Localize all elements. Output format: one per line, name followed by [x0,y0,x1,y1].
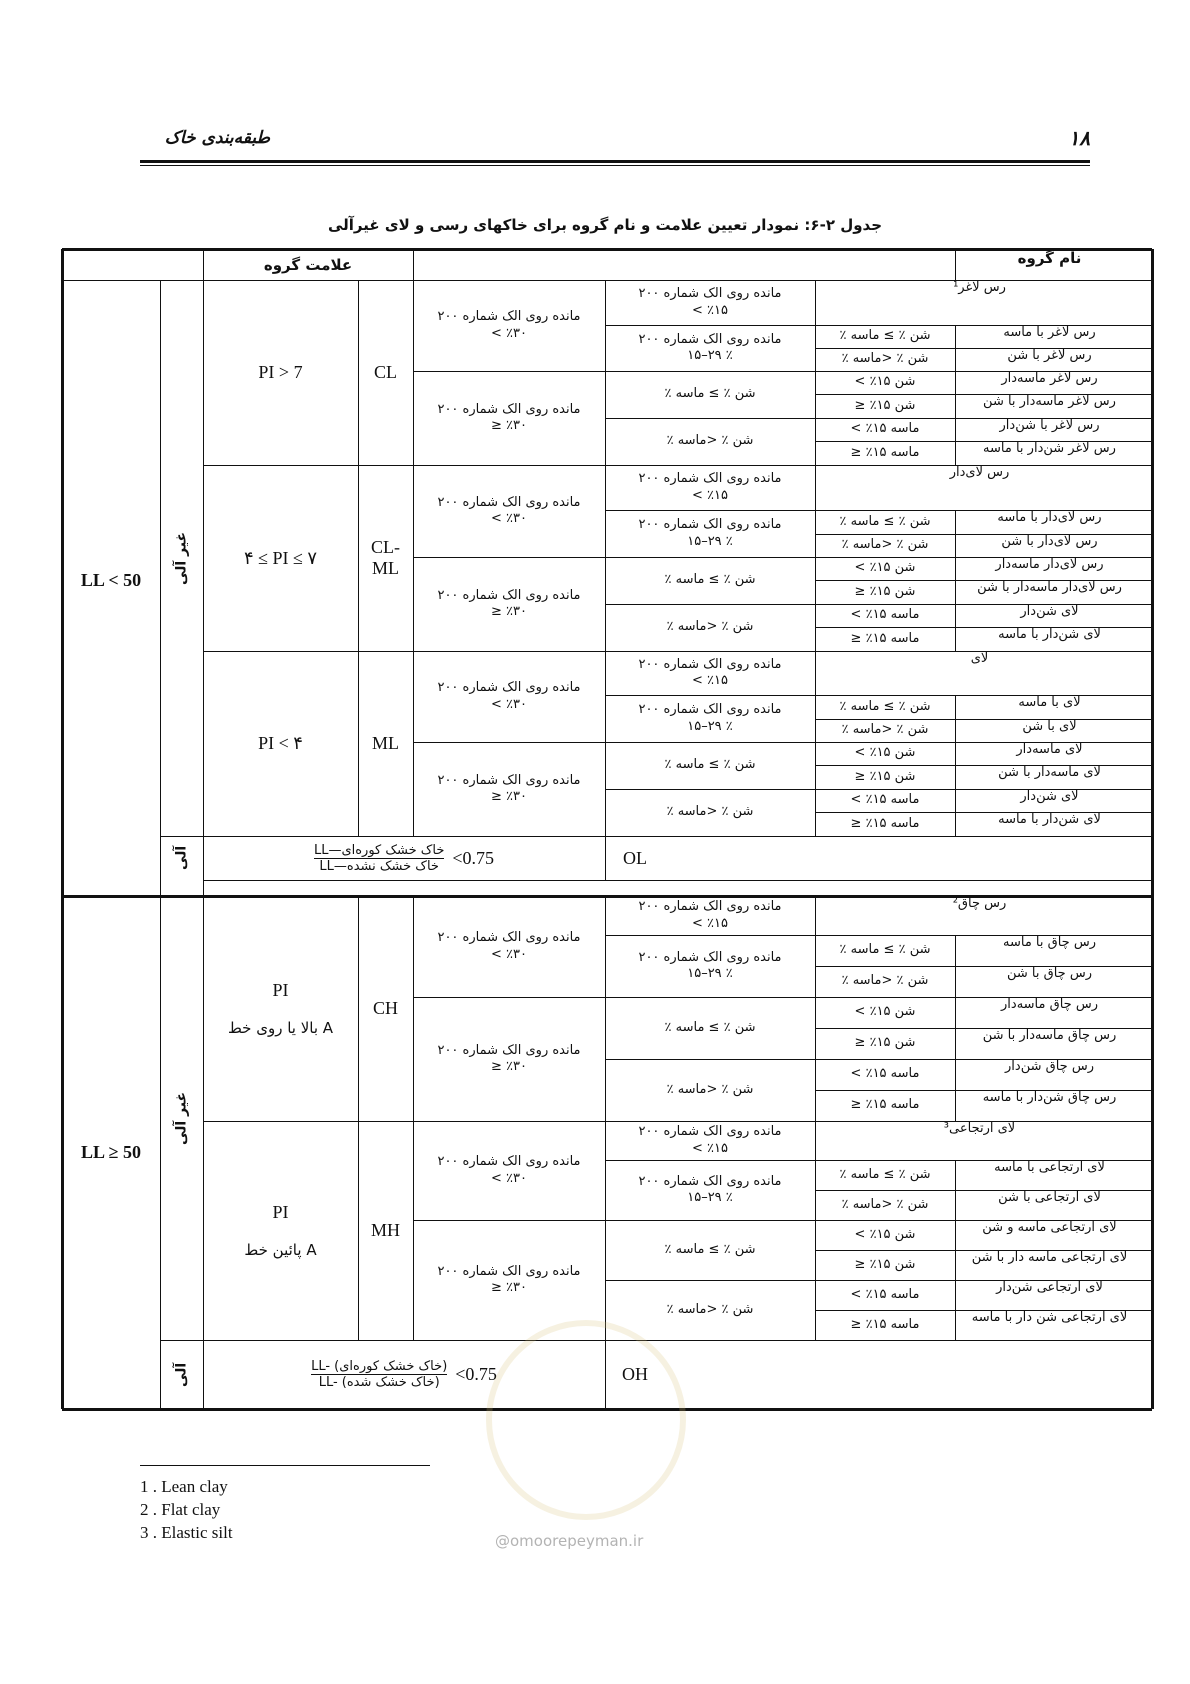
group-name-clml-4: رس لای‌دار ماسه‌دار با شن [977,580,1122,595]
cond-cl-0: شن ٪ ≥ ماسه ٪ [839,328,931,344]
retained-lt30-ml: مانده روی الک شماره ۲۰۰ ٪۳۰ > [437,680,581,712]
retained-15-29-ch: مانده روی الک شماره ۲۰۰ ٪ ۲۹–۱۵ [638,949,782,981]
gravel-ge-sand-ch: شن ٪ ≥ ماسه ٪ [664,1019,756,1035]
criteria-mh [203,1121,358,1340]
criteria-clml [203,465,358,651]
cond-cl-4: ماسه ۱۵٪ > [850,421,920,437]
running-title: طبقه‌بندی خاک [164,128,270,148]
gravel-lt-sand-clml: شن ٪ <ماسه ٪ [666,619,754,635]
group-name-ch-6: رس چاق شن‌دار با ماسه [982,1090,1117,1105]
watermark-seal [486,1320,686,1520]
cond-clml-1: شن ٪ <ماسه ٪ [841,537,929,553]
gravel-lt-sand-ml: شن ٪ <ماسه ٪ [666,804,754,820]
group-name-clml-1: رس لای‌دار با ماسه [997,510,1102,525]
group-name-cl-0: رس لاغر¹ [953,280,1006,295]
table-caption: جدول ۲-۶: نمودار تعیین علامت و نام گروه برای خاکهای رسی و لای غیرآلی [327,216,883,234]
cond-ch-1: شن ٪ <ماسه ٪ [841,973,929,989]
ratio-limit-1: <0.75 [452,847,495,868]
group-name-ml-6: لای شن‌دار با ماسه [998,812,1101,827]
ratio-numerator-1: LL—خاک خشک کوره‌ای [313,842,445,858]
retained-lt15-clml: مانده روی الک شماره ۲۰۰ ٪۱۵ > [638,471,782,503]
cond-cl-5: ماسه ۱۵٪ ≤ [850,444,920,460]
criteria-mh-pi: PI [272,1202,289,1222]
group-name-mh-4: لای ارتجاعی ماسه دار با شن [971,1250,1128,1265]
group-name-ml-5: لای شن‌دار [1020,789,1079,804]
retained-lt30-mh: مانده روی الک شماره ۲۰۰ ٪۳۰ > [437,1154,581,1186]
ratio-fraction-2 [311,1359,497,1390]
gravel-lt-sand-mh: شن ٪ <ماسه ٪ [666,1301,754,1317]
group-name-ch-0: رس چاق² [952,896,1007,911]
header-rule-thin [140,165,1090,166]
retained-15-29-mh: مانده روی الک شماره ۲۰۰ ٪ ۲۹–۱۵ [638,1173,782,1205]
group-name-clml-5: لای شن‌دار [1020,604,1079,619]
cond-clml-3: شن ۱۵٪ ≤ [854,583,916,599]
criteria-ch-aline: بالا یا روی خط A [227,1019,334,1037]
group-name-ch-1: رس چاق با ماسه [1003,935,1096,950]
cond-mh-1: شن ٪ <ماسه ٪ [841,1196,929,1212]
ratio-limit-2: <0.75 [455,1364,497,1384]
cond-clml-2: شن ۱۵٪ > [854,560,916,576]
criteria-ch [203,896,358,1121]
symbol-mh: MH [370,1220,400,1240]
cond-mh-2: شن ۱۵٪ > [854,1226,916,1242]
watermark-text: @omoorepeyman.ir [495,1532,644,1550]
ratio-denominator-1: LL—خاک خشک نشده [319,858,439,874]
group-name-ch-4: رس چاق ماسه‌دار با شن [982,1028,1117,1043]
cond-ml-2: شن ۱۵٪ > [854,745,916,761]
footnote-rule [140,1465,430,1466]
cond-mh-4: ماسه ۱۵٪ > [850,1286,920,1302]
group-name-clml-6: لای شن‌دار با ماسه [998,627,1101,642]
gravel-ge-sand-clml: شن ٪ ≥ ماسه ٪ [664,572,756,588]
retained-ge30-ml: مانده روی الک شماره ۲۰۰ ٪۳۰ ≤ [437,772,581,804]
group-name-mh-6: لای ارتجاعی شن دار با ماسه [971,1310,1128,1325]
organic-label-1: آلی [173,845,190,871]
group-name-mh-3: لای ارتجاعی ماسه و شن [982,1220,1117,1235]
retained-lt15-ch: مانده روی الک شماره ۲۰۰ ٪۱۵ > [638,899,782,931]
symbol-ml: ML [372,733,399,753]
group-name-mh-1: لای ارتجاعی با ماسه [994,1160,1105,1175]
page-number: ۱۸ [1068,126,1090,150]
criteria-ml-pi: PI < ۴ [258,733,303,753]
table-line [203,880,1152,881]
retained-15-29-ml: مانده روی الک شماره ۲۰۰ ٪ ۲۹–۱۵ [638,702,782,734]
header-group-name: نام گروه [1017,249,1082,267]
footnote-3: 3 . Elastic silt [140,1523,233,1542]
group-name-ml-1: لای با ماسه [1018,695,1081,710]
cond-ch-3: شن ۱۵٪ ≤ [854,1035,916,1051]
inorganic-label-1: غیر آلی [173,531,190,585]
group-name-cl-5: رس لاغر با شن‌دار [999,418,1100,433]
cond-clml-0: شن ٪ ≥ ماسه ٪ [839,513,931,529]
header-rule [140,160,1090,163]
organic-ratio-1 [203,836,605,880]
retained-lt30-clml: مانده روی الک شماره ۲۰۰ ٪۳۰ > [437,494,581,526]
footnote-2: 2 . Flat clay [140,1500,221,1519]
symbol-cl: CL [373,362,397,382]
cond-ch-2: شن ۱۵٪ > [854,1004,916,1020]
footnote-1: 1 . Lean clay [140,1477,228,1496]
cond-ml-5: ماسه ۱۵٪ ≤ [850,815,920,831]
ratio-denominator-2: LL- (خاک خشک شده) [318,1375,440,1390]
organic-label-2: آلی [173,1362,190,1387]
cond-mh-5: ماسه ۱۵٪ ≤ [850,1316,920,1332]
retained-ge30-cl: مانده روی الک شماره ۲۰۰ ٪۳۰ ≤ [437,401,581,433]
symbol-ol: OL [623,847,647,868]
group-name-ch-5: رس چاق شن‌دار [1005,1059,1094,1074]
ratio-fraction-1 [314,843,494,874]
retained-15-29-cl: مانده روی الک شماره ۲۰۰ ٪ ۲۹–۱۵ [638,331,782,363]
criteria-clml-pi: ۴ ≤ PI ≤ ۷ [243,547,318,568]
cond-mh-0: شن ٪ ≥ ماسه ٪ [839,1166,931,1182]
retained-lt15-ml: مانده روی الک شماره ۲۰۰ ٪۱۵ > [638,656,782,688]
retained-ge30-mh: مانده روی الک شماره ۲۰۰ ٪۳۰ ≤ [437,1263,581,1295]
group-name-mh-2: لای ارتجاعی با شن [998,1190,1101,1205]
cond-cl-3: شن ۱۵٪ ≤ [854,397,916,413]
cond-cl-1: شن ٪ <ماسه ٪ [841,351,929,367]
criteria-mh-aline: پائین خط A [244,1241,317,1259]
group-name-clml-0: رس لای‌دار [949,465,1010,480]
retained-lt15-mh: مانده روی الک شماره ۲۰۰ ٪۱۵ > [638,1124,782,1156]
group-name-cl-6: رس لاغر شن‌دار با ماسه [983,441,1116,456]
group-name-cl-4: رس لاغر ماسه‌دار با شن [983,394,1116,409]
gravel-ge-sand-cl: شن ٪ ≥ ماسه ٪ [664,386,756,402]
gravel-ge-sand-mh: شن ٪ ≥ ماسه ٪ [664,1241,756,1257]
cond-ch-0: شن ٪ ≥ ماسه ٪ [839,942,931,958]
cond-ch-4: ماسه ۱۵٪ > [850,1066,920,1082]
cond-ml-0: شن ٪ ≥ ماسه ٪ [839,698,931,714]
criteria-cl [203,280,358,465]
group-name-mh-5: لای ارتجاعی شن‌دار [996,1280,1103,1295]
cond-clml-5: ماسه ۱۵٪ ≤ [850,630,920,646]
cond-clml-4: ماسه ۱۵٪ > [850,607,920,623]
inorganic-label-2: غیر آلی [173,1091,190,1145]
criteria-ml [203,651,358,836]
cond-ml-3: شن ۱۵٪ ≤ [854,768,916,784]
running-header [140,128,1090,156]
header-group-symbol: علامت گروه [263,255,353,274]
retained-15-29-clml: مانده روی الک شماره ۲۰۰ ٪ ۲۹–۱۵ [638,517,782,549]
gravel-ge-sand-ml: شن ٪ ≥ ماسه ٪ [664,757,756,773]
group-name-ml-0: لای [970,651,989,666]
symbol-oh: OH [622,1364,648,1384]
criteria-cl-pi: PI > 7 [258,362,303,382]
retained-ge30-clml: مانده روی الک شماره ۲۰۰ ٪۳۰ ≤ [437,587,581,619]
gravel-lt-sand-ch: شن ٪ <ماسه ٪ [666,1081,754,1097]
cond-cl-2: شن ۱۵٪ > [854,374,916,390]
retained-ge30-ch: مانده روی الک شماره ۲۰۰ ٪۳۰ ≤ [437,1042,581,1074]
cond-mh-3: شن ۱۵٪ ≤ [854,1256,916,1272]
cond-ch-5: ماسه ۱۵٪ ≤ [850,1097,920,1113]
group-name-clml-3: رس لای‌دار ماسه‌دار [995,557,1104,572]
ll-lt-50: LL < 50 [80,569,142,590]
group-name-clml-2: رس لای‌دار با شن [1001,534,1098,549]
group-name-ch-2: رس چاق با شن [1007,966,1092,981]
group-name-ml-2: لای با شن [1022,719,1077,734]
group-name-cl-3: رس لاغر ماسه‌دار [1001,371,1098,386]
ratio-numerator-2: LL- (خاک خشک کوره‌ای) [311,1359,448,1374]
gravel-lt-sand-cl: شن ٪ <ماسه ٪ [666,433,754,449]
footnotes [140,1475,233,1544]
criteria-ch-pi: PI [272,980,289,1000]
group-name-cl-1: رس لاغر با ماسه [1003,325,1096,340]
symbol-ch: CH [372,998,398,1018]
retained-lt30-cl: مانده روی الک شماره ۲۰۰ ٪۳۰ > [437,309,581,341]
group-name-ml-3: لای ماسه‌دار [1016,742,1083,757]
cond-ml-4: ماسه ۱۵٪ > [850,792,920,808]
retained-lt30-ch: مانده روی الک شماره ۲۰۰ ٪۳۰ > [437,930,581,962]
group-name-cl-2: رس لاغر با شن [1007,348,1092,363]
group-name-ch-3: رس چاق ماسه‌دار [1001,997,1098,1012]
group-name-ml-4: لای ماسه‌دار با شن [998,765,1101,780]
symbol-clml: CL- ML [371,537,400,578]
group-name-mh-0: لای ارتجاعی³ [943,1121,1016,1136]
ll-ge-50: LL ≥ 50 [81,1142,141,1162]
retained-lt15-cl: مانده روی الک شماره ۲۰۰ ٪۱۵ > [638,286,782,318]
cond-ml-1: شن ٪ <ماسه ٪ [841,722,929,738]
